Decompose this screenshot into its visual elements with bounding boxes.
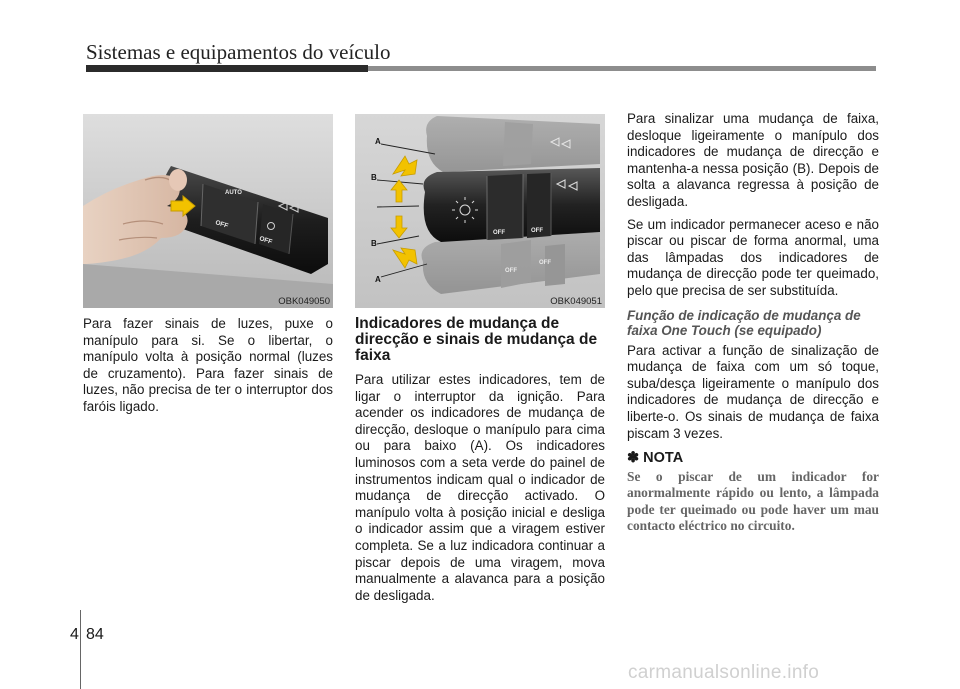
switch-label-off-3: OFF <box>505 268 517 274</box>
paragraph-turn-signals: Para utilizar estes indicadores, tem de ligar o interruptor da ignição. Para acender os indicadores de mudança de direcção, desloque o manípulo para cima ou para baixo (A). Os indicadores luminosos com a seta verde do painel de instrumentos indicam qual o indicador de mudança de direcção activado. O manípulo volta à posição inicial e desliga o indicador assim que a viragem estiver completa. Se a luz indicadora continuar a piscar depois de uma viragem, mova manualmente a alavanca para a posição de desligada. <box>355 372 605 603</box>
figure-turn-signal-illustration <box>355 114 605 308</box>
figure-turn-signal <box>355 114 605 308</box>
switch-label-off-4: OFF <box>539 260 551 266</box>
page-header-title: Sistemas e equipamentos do veículo <box>86 40 391 64</box>
callout-a-top: A <box>375 137 381 146</box>
stalk-lever <box>424 168 601 242</box>
figure-headlight-flash <box>83 114 333 308</box>
figure-code: OBK049050 <box>278 296 330 307</box>
note-title: ✽ NOTA <box>627 450 684 467</box>
callout-b-top: B <box>371 173 377 182</box>
switch-label-off-2: OFF <box>531 228 543 234</box>
figure-code: OBK049051 <box>550 296 602 307</box>
page-number: 84 <box>86 626 104 643</box>
column-3 <box>627 111 879 541</box>
note-text: Se o piscar de um indicador for anormalmente rápido ou lento, a lâmpada pode ter queimado ou pode haver um mau contacto eléctrico no circuito. <box>627 468 879 534</box>
switch-label-off-1: OFF <box>214 219 229 230</box>
switch-label-off-2: OFF <box>258 235 273 246</box>
paragraph-headlight-flash: Para fazer sinais de luzes, puxe o manípulo para si. Se o libertar, o manípulo volta à posição normal (luzes de cruzamento). Para fazer sinais de luzes, não precisa de ter o interruptor dos faróis ligado. <box>83 316 333 414</box>
paragraph-bulb-warning: Se um indicador permanecer aceso e não piscar ou piscar de forma anormal, uma das lâmpadas dos indicadores de mudança de direcção pode ter queimado, pelo que precisa de ser substituída. <box>627 216 879 298</box>
column-1 <box>83 316 333 422</box>
stalk-ghost-top <box>426 116 600 172</box>
header-rule-accent <box>86 65 368 72</box>
column-2 <box>355 316 605 610</box>
page-number-divider <box>80 610 81 689</box>
callout-b-bottom: B <box>371 239 377 248</box>
section-heading-turn-signals: Indicadores de mudança de direcção e sinais de mudança de faixa <box>355 315 598 364</box>
callout-a-bottom: A <box>375 275 381 284</box>
paragraph-lane-change: Para sinalizar uma mudança de faixa, desloque ligeiramente o manípulo dos indicadores de mudança de direcção e mantenha-a nessa posição (B). Depois de solta a alavanca regressa à posição de desligada. <box>627 111 879 209</box>
switch-label-auto: AUTO <box>225 190 242 196</box>
watermark: carmanualsonline.info <box>628 662 820 683</box>
figure-headlight-flash-illustration <box>83 114 333 308</box>
chapter-number: 4 <box>70 626 79 643</box>
subheading-one-touch: Função de indicação de mudança de faixa One Touch (se equipado) <box>627 307 861 339</box>
paragraph-one-touch: Para activar a função de sinalização de mudança de faixa com um só toque, suba/desça ligeiramente o manípulo dos indicadores de mudança de direcção e liberte-o. Os sinais de mudança de faixa piscam 3 vezes. <box>627 342 879 441</box>
switch-label-off-1: OFF <box>493 230 505 236</box>
